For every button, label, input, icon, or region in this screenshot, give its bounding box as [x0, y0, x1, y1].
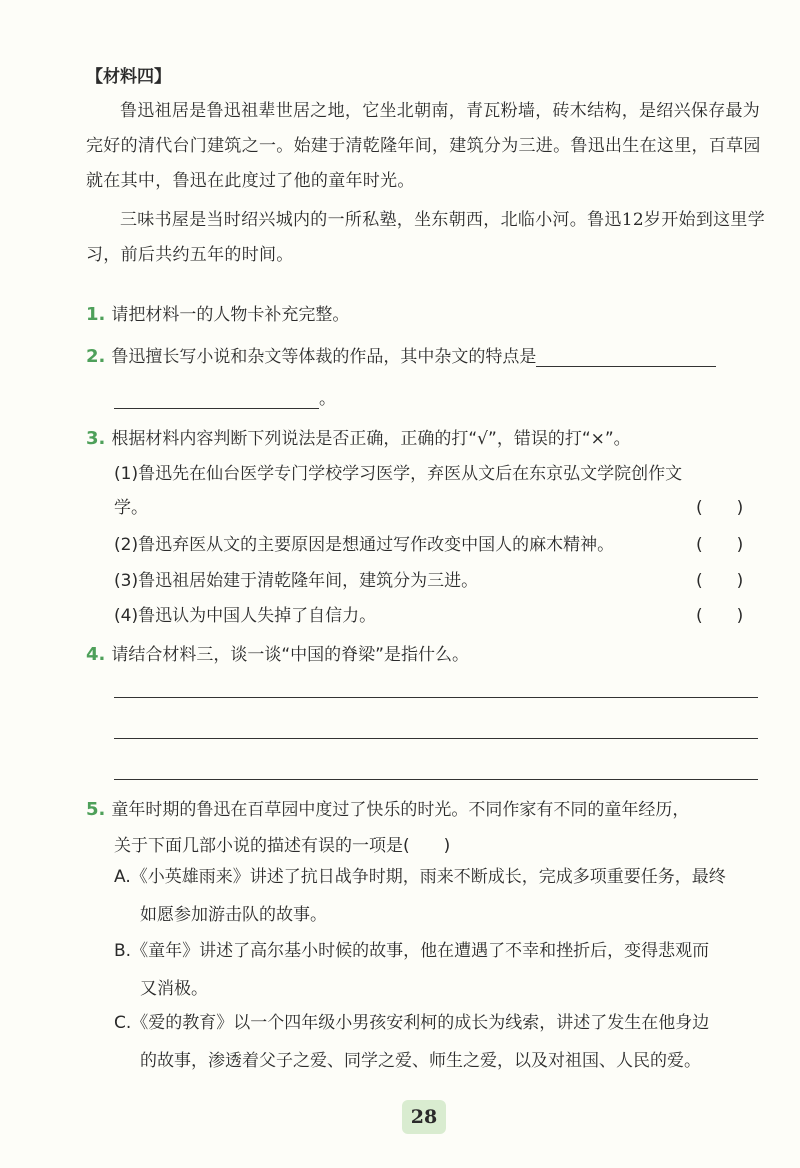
- material-paragraph-1: 鲁迅祖居是鲁迅祖辈世居之地，它坐北朝南，青瓦粉墙，砖木结构，是绍兴保存最为完好的清代台门建筑之一。始建于清乾隆年间，建筑分为三进。鲁迅出生在这里，百草园就在其中，鲁迅在此度过了他的童年时光。: [86, 101, 761, 191]
- question-2-continuation: [114, 384, 336, 409]
- judgement-item-1: (1)鲁迅先在仙台医学专门学校学习医学，弃医从文后在东京弘文学院创作文: [114, 464, 683, 484]
- question-5: [86, 795, 689, 820]
- judgement-item-2: (2)鲁迅弃医从文的主要原因是想通过写作改变中国人的麻木精神。: [114, 535, 615, 555]
- option-b[interactable]: [114, 932, 764, 1008]
- question-text: 根据材料内容判断下列说法是否正确，正确的打“√”，错误的打“×”。: [111, 429, 631, 449]
- question-number: 1.: [86, 304, 106, 325]
- question-end: 。: [319, 389, 336, 409]
- question-number: 3.: [86, 428, 106, 449]
- option-text-cont: 的故事，渗透着父子之爱、同学之爱、师生之爱，以及对祖国、人民的爱。: [140, 1051, 701, 1071]
- answer-blank[interactable]: [114, 390, 319, 409]
- judgement-item-3: (3)鲁迅祖居始建于清乾隆年间，建筑分为三进。: [114, 571, 479, 591]
- judgement-item-4: (4)鲁迅认为中国人失掉了自信力。: [114, 606, 377, 626]
- answer-parentheses[interactable]: ( ): [696, 571, 744, 591]
- answer-parentheses[interactable]: ( ): [696, 535, 744, 555]
- answer-parentheses[interactable]: ( ): [696, 606, 744, 626]
- answer-parentheses[interactable]: ( ): [696, 498, 744, 518]
- question-text: 请结合材料三，谈一谈“中国的脊梁”是指什么。: [111, 645, 469, 665]
- option-text: C.《爱的教育》以一个四年级小男孩安利柯的成长为线索，讲述了发生在他身边: [114, 1013, 710, 1033]
- question-2: [86, 342, 716, 367]
- question-5-cont: 关于下面几部小说的描述有误的一项是( ): [114, 836, 451, 856]
- option-text: B.《童年》讲述了高尔基小时候的故事，他在遭遇了不幸和挫折后，变得悲观而: [114, 941, 710, 961]
- question-number: 5.: [86, 799, 106, 820]
- question-4: [86, 640, 469, 665]
- option-text-cont: 如愿参加游击队的故事。: [140, 905, 327, 925]
- question-text: 鲁迅擅长写小说和杂文等体裁的作品，其中杂文的特点是: [111, 347, 537, 367]
- question-text: 童年时期的鲁迅在百草园中度过了快乐的时光。不同作家有不同的童年经历，: [111, 800, 690, 820]
- question-text: 请把材料一的人物卡补充完整。: [111, 305, 350, 325]
- page-number: 28: [402, 1100, 446, 1134]
- question-number: 2.: [86, 346, 106, 367]
- material-paragraph-2: 三味书屋是当时绍兴城内的一所私塾，坐东朝西，北临小河。鲁迅12岁开始到这里学习，前后共约五年的时间。: [86, 210, 766, 265]
- material-title: 【材料四】: [86, 67, 171, 87]
- option-c[interactable]: [114, 1004, 764, 1080]
- option-a[interactable]: [114, 858, 764, 934]
- question-3: [86, 424, 631, 449]
- answer-line[interactable]: [114, 697, 758, 698]
- answer-line[interactable]: [114, 738, 758, 739]
- answer-blank[interactable]: [536, 348, 716, 367]
- option-text-cont: 又消极。: [140, 979, 208, 999]
- question-1: [86, 300, 349, 325]
- judgement-item-1-cont: 学。: [114, 498, 148, 518]
- answer-line[interactable]: [114, 779, 758, 780]
- option-text: A.《小英雄雨来》讲述了抗日战争时期，雨来不断成长，完成多项重要任务，最终: [114, 867, 726, 887]
- question-number: 4.: [86, 644, 106, 665]
